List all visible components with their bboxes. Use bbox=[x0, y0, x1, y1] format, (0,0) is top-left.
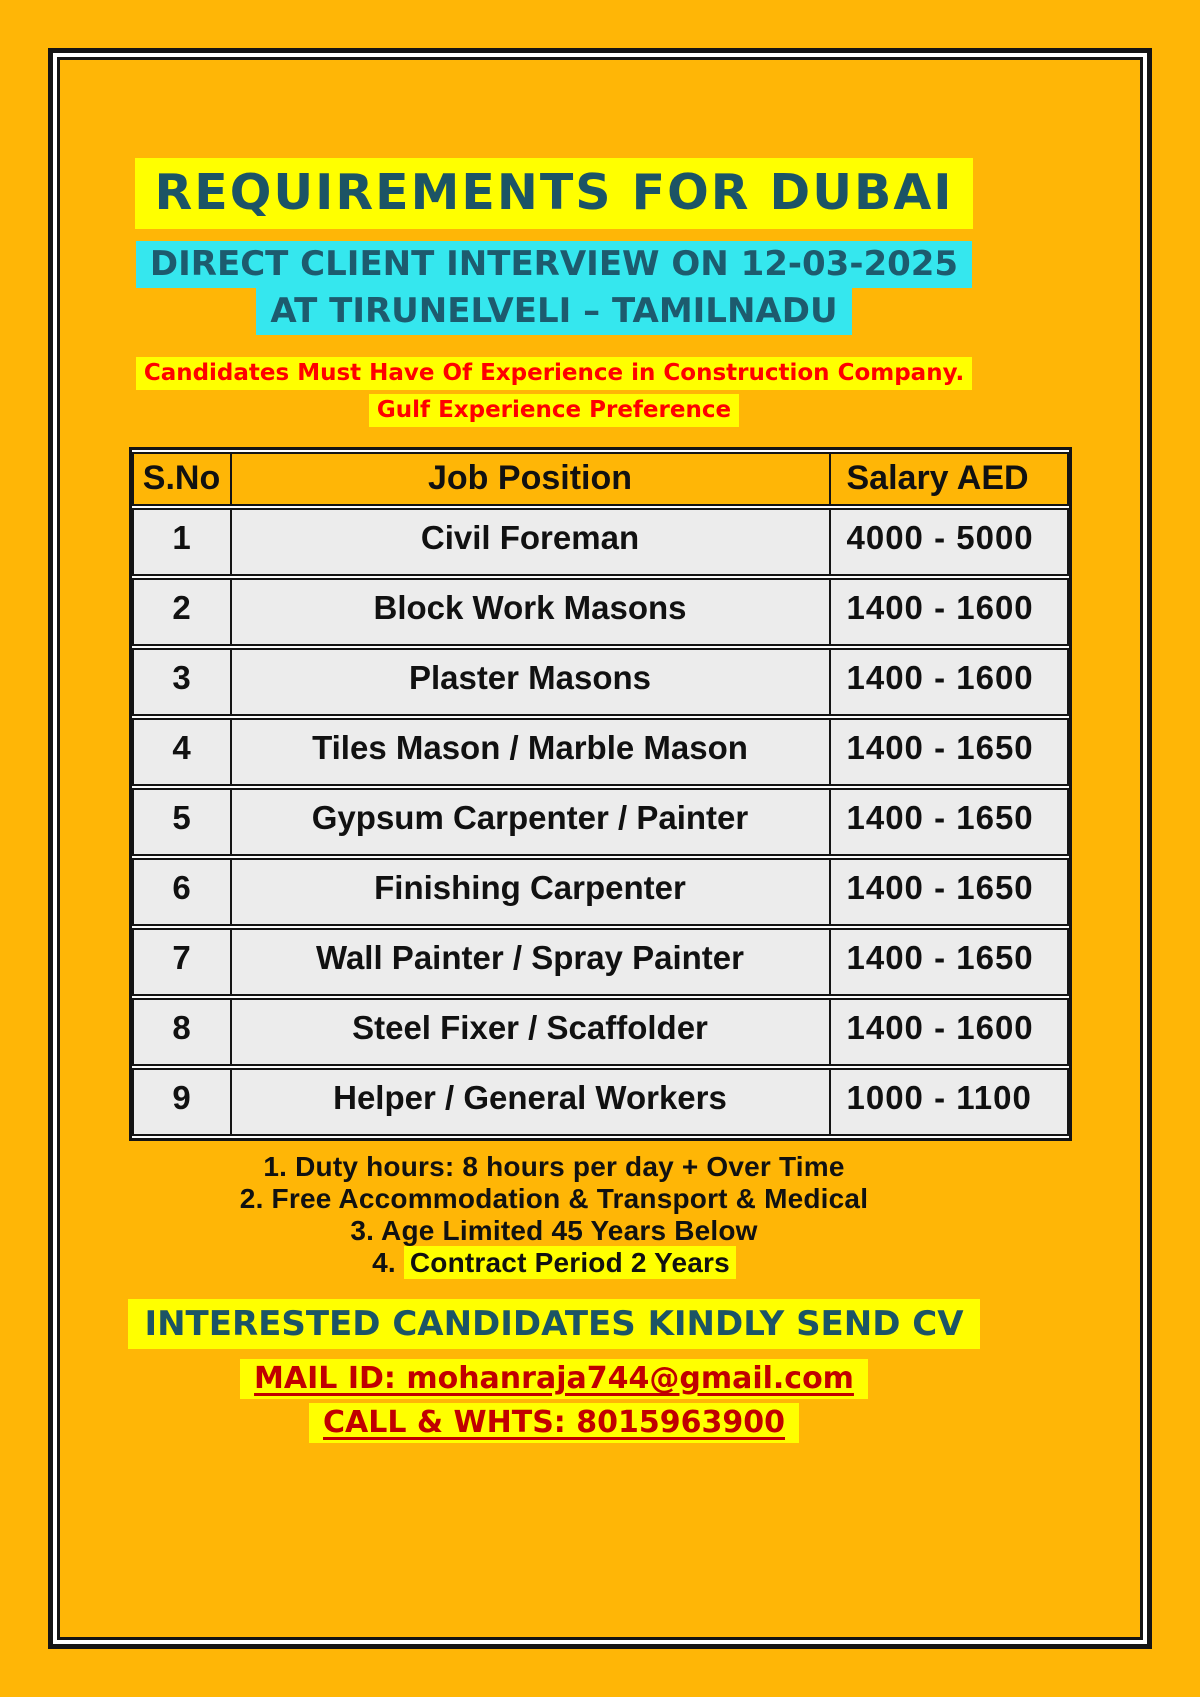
table-row bbox=[132, 998, 1069, 1066]
poster-footer bbox=[60, 1299, 1140, 1443]
row-position: Finishing Carpenter bbox=[232, 858, 831, 926]
row-sno: 9 bbox=[132, 1068, 232, 1136]
row-sno: 2 bbox=[132, 578, 232, 646]
table-row bbox=[132, 648, 1069, 716]
interview-banner bbox=[60, 241, 1048, 335]
cta-line: INTERESTED CANDIDATES KINDLY SEND CV bbox=[128, 1299, 979, 1349]
row-salary: 1400 - 1650 bbox=[831, 928, 1069, 996]
table-row bbox=[132, 858, 1069, 926]
note-text-highlighted: Contract Period 2 Years bbox=[404, 1246, 736, 1279]
table-header-position: Job Position bbox=[232, 452, 831, 506]
mail-line: MAIL ID: mohanraja744@gmail.com bbox=[240, 1359, 868, 1399]
row-position: Block Work Masons bbox=[232, 578, 831, 646]
row-salary: 1400 - 1650 bbox=[831, 718, 1069, 786]
table-row bbox=[132, 508, 1069, 576]
job-table bbox=[129, 447, 1072, 1141]
poster-header bbox=[60, 158, 1140, 427]
row-salary: 1400 - 1600 bbox=[831, 578, 1069, 646]
table-row bbox=[132, 928, 1069, 996]
call-line: CALL & WHTS: 8015963900 bbox=[309, 1403, 799, 1443]
interview-location-line: AT TIRUNELVELI – TAMILNADU bbox=[256, 288, 851, 335]
note-item bbox=[60, 1151, 1048, 1183]
row-sno: 8 bbox=[132, 998, 232, 1066]
interview-date-line: DIRECT CLIENT INTERVIEW ON 12-03-2025 bbox=[136, 241, 972, 288]
note-text: Age Limited 45 Years Below bbox=[381, 1214, 758, 1246]
table-row bbox=[132, 718, 1069, 786]
row-sno: 1 bbox=[132, 508, 232, 576]
table-row bbox=[132, 788, 1069, 856]
row-sno: 3 bbox=[132, 648, 232, 716]
row-sno: 7 bbox=[132, 928, 232, 996]
row-salary: 1400 - 1600 bbox=[831, 648, 1069, 716]
note-number: 1. bbox=[263, 1150, 288, 1182]
experience-note-line1: Candidates Must Have Of Experience in Construction Company. bbox=[136, 357, 972, 390]
page-title: REQUIREMENTS FOR DUBAI bbox=[135, 158, 974, 229]
row-position: Plaster Masons bbox=[232, 648, 831, 716]
note-item bbox=[60, 1215, 1048, 1247]
table-header-row bbox=[132, 452, 1069, 506]
row-position: Steel Fixer / Scaffolder bbox=[232, 998, 831, 1066]
row-position: Gypsum Carpenter / Painter bbox=[232, 788, 831, 856]
row-salary: 4000 - 5000 bbox=[831, 508, 1069, 576]
contact-block bbox=[60, 1355, 1048, 1443]
note-item bbox=[60, 1183, 1048, 1215]
note-item bbox=[60, 1247, 1048, 1279]
note-number: 3. bbox=[350, 1214, 375, 1246]
row-salary: 1400 - 1650 bbox=[831, 788, 1069, 856]
poster-frame bbox=[48, 48, 1152, 1649]
note-number: 2. bbox=[239, 1182, 264, 1214]
row-sno: 5 bbox=[132, 788, 232, 856]
row-sno: 4 bbox=[132, 718, 232, 786]
note-text: Duty hours: 8 hours per day + Over Time bbox=[295, 1150, 845, 1182]
experience-note-line2: Gulf Experience Preference bbox=[369, 394, 739, 427]
note-number: 4. bbox=[372, 1246, 396, 1278]
notes-list bbox=[60, 1151, 1140, 1279]
row-position: Helper / General Workers bbox=[232, 1068, 831, 1136]
table-row bbox=[132, 578, 1069, 646]
table-header-salary: Salary AED bbox=[831, 452, 1069, 506]
experience-note bbox=[60, 357, 1048, 427]
row-position: Wall Painter / Spray Painter bbox=[232, 928, 831, 996]
row-position: Civil Foreman bbox=[232, 508, 831, 576]
row-salary: 1400 - 1650 bbox=[831, 858, 1069, 926]
row-sno: 6 bbox=[132, 858, 232, 926]
note-text: Free Accommodation & Transport & Medical bbox=[271, 1182, 869, 1214]
poster-frame-inner bbox=[57, 57, 1143, 1640]
row-position: Tiles Mason / Marble Mason bbox=[232, 718, 831, 786]
table-header-sno: S.No bbox=[132, 452, 232, 506]
table-row bbox=[132, 1068, 1069, 1136]
row-salary: 1400 - 1600 bbox=[831, 998, 1069, 1066]
row-salary: 1000 - 1100 bbox=[831, 1068, 1069, 1136]
